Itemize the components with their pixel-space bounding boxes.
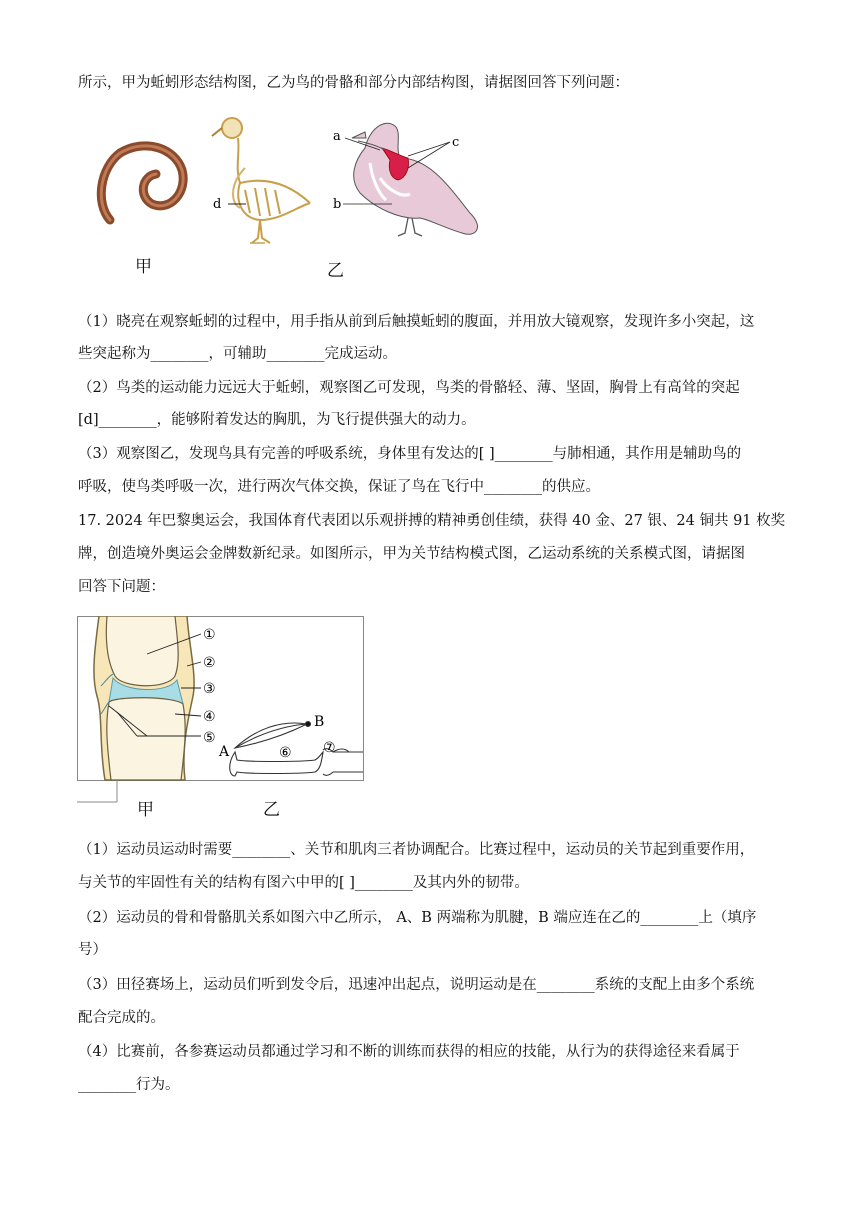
q16-part3-line1: （3）观察图乙，发现鸟具有完善的呼吸系统，身体里有发达的[ ]________与肺相通，其作用是辅助鸟的	[78, 446, 742, 462]
fig2-caption-yi: 乙	[263, 800, 280, 820]
fig1-caption-yi: 乙	[327, 261, 344, 281]
label-d: d	[213, 197, 222, 212]
q17-part2-line2: 号）	[78, 942, 107, 958]
q17-stem-line1: 17. 2024 年巴黎奥运会，我国体育代表团以乐观拼搏的精神勇创佳绩，获得 40 金、27 银、24 铜共 91 枚奖	[78, 513, 786, 529]
label-A: A	[219, 744, 230, 760]
q16-part2-line2: [d]________，能够附着发达的胸肌，为飞行提供强大的动力。	[78, 412, 476, 428]
q16-part1-line2: 些突起称为________，可辅助________完成运动。	[78, 346, 397, 362]
fig2-caption-jia: 甲	[137, 800, 154, 820]
q17-stem-line2: 牌，创造境外奥运会金牌数新纪录。如图所示，甲为关节结构模式图，乙运动系统的关系模式图，请据图	[78, 546, 745, 562]
label-c: c	[452, 135, 460, 150]
label-2: ②	[203, 655, 216, 671]
q17-part2-line1: （2）运动员的骨和骨骼肌关系如图六中乙所示， A、B 两端称为肌腱，B 端应连在乙的________上（填序	[78, 910, 757, 926]
label-a: a	[333, 129, 341, 144]
bird-skeleton-image	[212, 118, 310, 243]
label-1: ①	[203, 627, 216, 643]
q16-part1-line1: （1）晓亮在观察蚯蚓的过程中，用手指从前到后触摸蚯蚓的腹面，并用放大镜观察，发现许多小突起，这	[78, 314, 755, 330]
label-B: B	[314, 714, 325, 730]
intro-line: 所示，甲为蚯蚓形态结构图，乙为鸟的骨骼和部分内部结构图，请据图回答下列问题：	[78, 75, 629, 91]
joint-diagram	[94, 616, 194, 780]
earthworm-image	[101, 146, 183, 220]
label-3: ③	[203, 681, 216, 697]
label-6: ⑥	[279, 745, 292, 761]
figure-earthworm-bird	[90, 108, 510, 288]
label-b: b	[333, 197, 342, 212]
q17-part4-line2: ________行为。	[78, 1077, 180, 1093]
q17-part3-line2: 配合完成的。	[78, 1010, 165, 1026]
q17-part3-line1: （3）田径赛场上，运动员们听到发令后，迅速冲出起点，说明运动是在________系统的支配上由多个系统	[78, 977, 755, 993]
q17-stem-line3: 回答下问题：	[78, 579, 165, 595]
label-4: ④	[203, 709, 216, 725]
label-c-leader2	[408, 142, 450, 168]
label-c-leader1	[408, 142, 450, 156]
fig1-caption-jia: 甲	[135, 257, 152, 277]
q17-part4-line1: （4）比赛前，各参赛运动员都通过学习和不断的训练而获得的相应的技能，从行为的获得途径来看属于	[78, 1044, 740, 1060]
label-5: ⑤	[203, 730, 216, 746]
q17-part1-line1: （1）运动员运动时需要________、关节和肌肉三者协调配合。比赛过程中，运动员的关节起到重要作用，	[78, 842, 755, 858]
q16-part3-line2: 呼吸，使鸟类呼吸一次，进行两次气体交换，保证了鸟在飞行中________的供应。	[78, 479, 600, 495]
q17-part1-line2: 与关节的牢固性有关的结构有图六中甲的[ ]________及其内外的韧带。	[78, 875, 529, 891]
q16-part2-line1: （2）鸟类的运动能力远远大于蚯蚓，观察图乙可发现，鸟类的骨骼轻、薄、坚固，胸骨上有高耸的突起	[78, 380, 740, 396]
figure-joint-muscle	[77, 616, 367, 806]
label-7: ⑦	[323, 740, 336, 756]
